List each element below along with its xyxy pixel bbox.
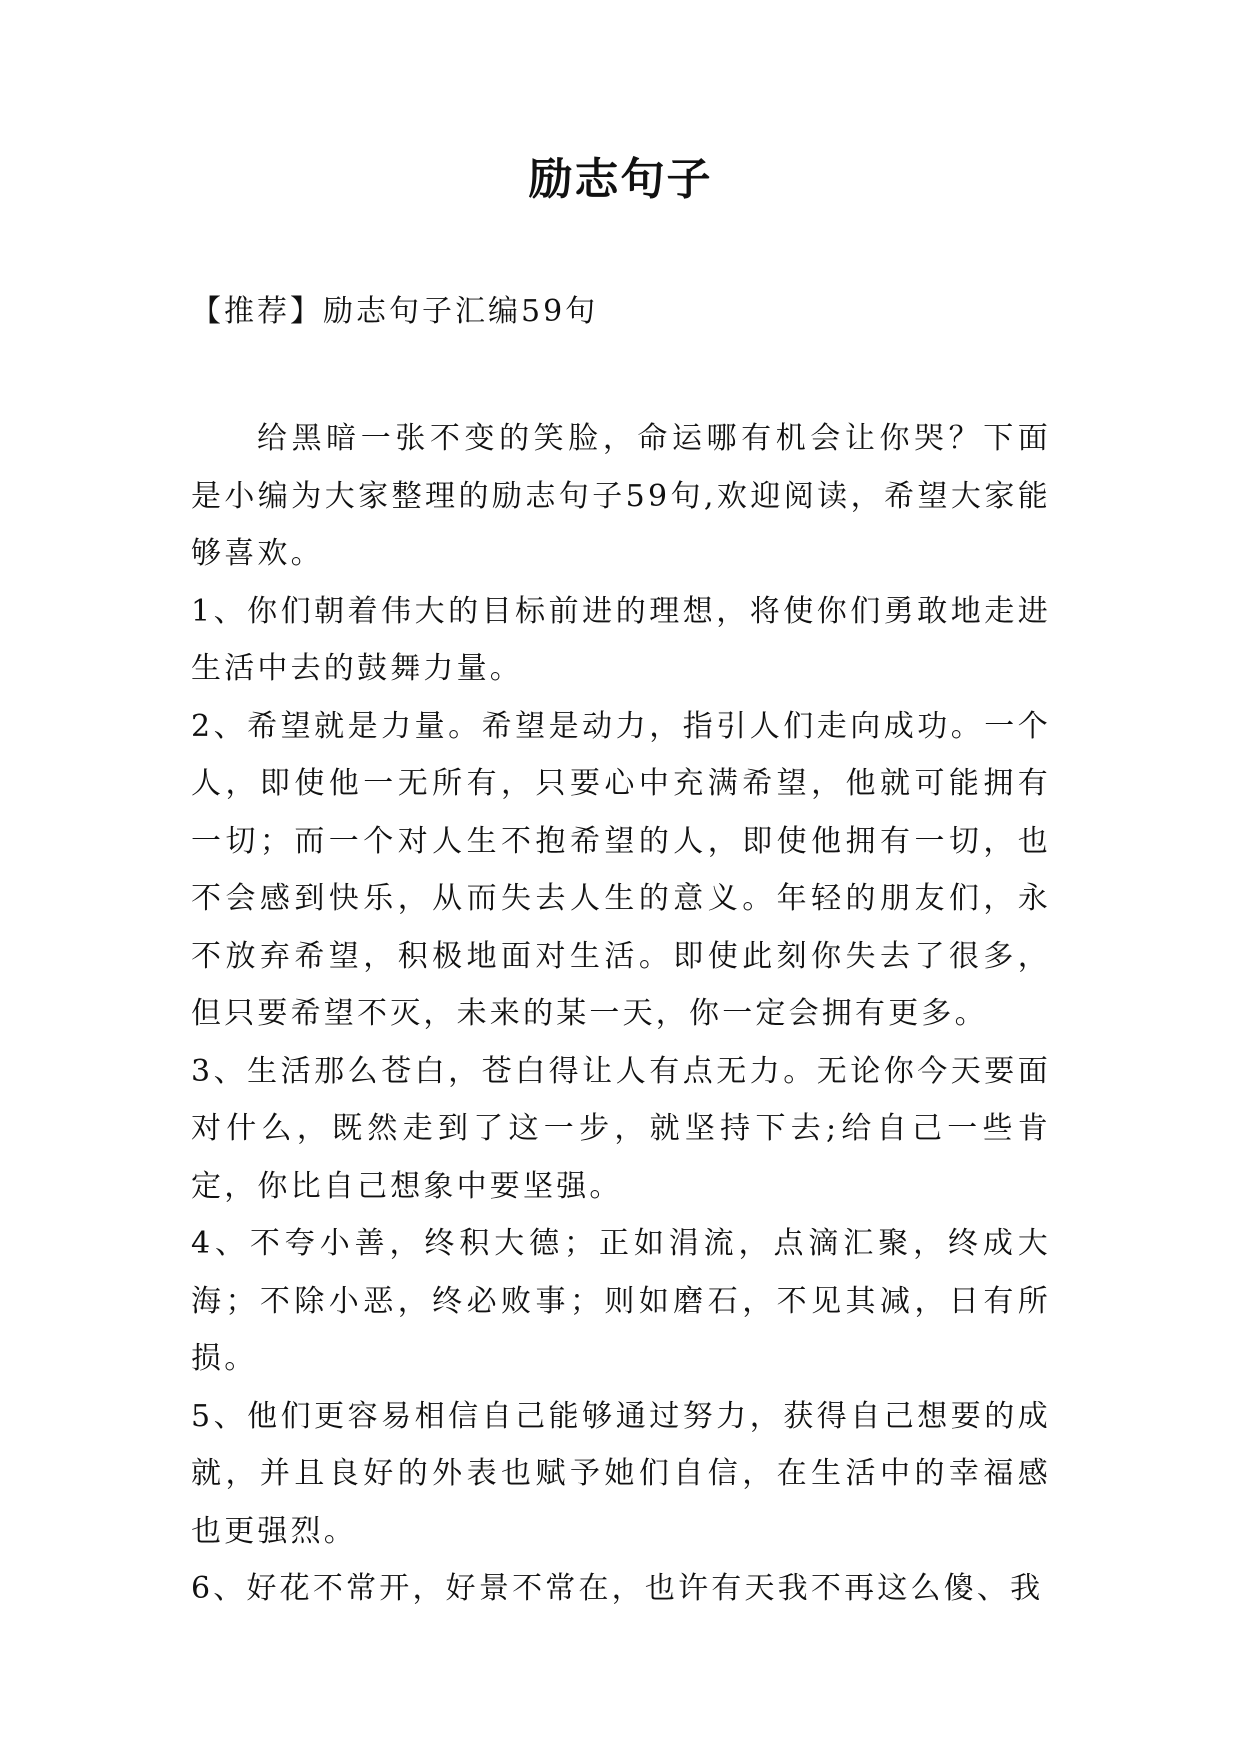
quote-item-1: 1、你们朝着伟大的目标前进的理想，将使你们勇敢地走进生活中去的鼓舞力量。 [191,593,1051,686]
quote-item-3: 3、生活那么苍白，苍白得让人有点无力。无论你今天要面对什么，既然走到了这一步，就坚持下去;给自己一些肯定，你比自己想象中要坚强。 [191,1053,1051,1204]
intro-paragraph: 给黑暗一张不变的笑脸，命运哪有机会让你哭？下面是小编为大家整理的励志句子59句,欢迎阅读，希望大家能够喜欢。 [191,421,1051,571]
quote-item-2: 2、希望就是力量。希望是动力，指引人们走向成功。一个人，即使他一无所有，只要心中充满希望，他就可能拥有一切；而一个对人生不抱希望的人，即使他拥有一切，也不会感到快乐，从而失去人生的意义。年轻的朋友们，永不放弃希望，积极地面对生活。即使此刻你失去了很多，但只要希望不灭，未来的某一天，你一定会拥有更多。 [191,708,1051,1031]
document-body [191,410,1051,1618]
document-title: 励志句子 [528,154,713,205]
quote-item-5: 5、他们更容易相信自己能够通过努力，获得自己想要的成就，并且良好的外表也赋予她们自信，在生活中的幸福感也更强烈。 [191,1398,1051,1549]
quote-item-6: 6、好花不常开，好景不常在，也许有天我不再这么傻、我 [191,1571,1044,1606]
document-subtitle: 【推荐】励志句子汇编59句 [191,294,599,329]
quote-item-4: 4、不夸小善，终积大德；正如涓流，点滴汇聚，终成大海；不除小恶，终必败事；则如磨石，不见其减，日有所损。 [191,1226,1051,1376]
